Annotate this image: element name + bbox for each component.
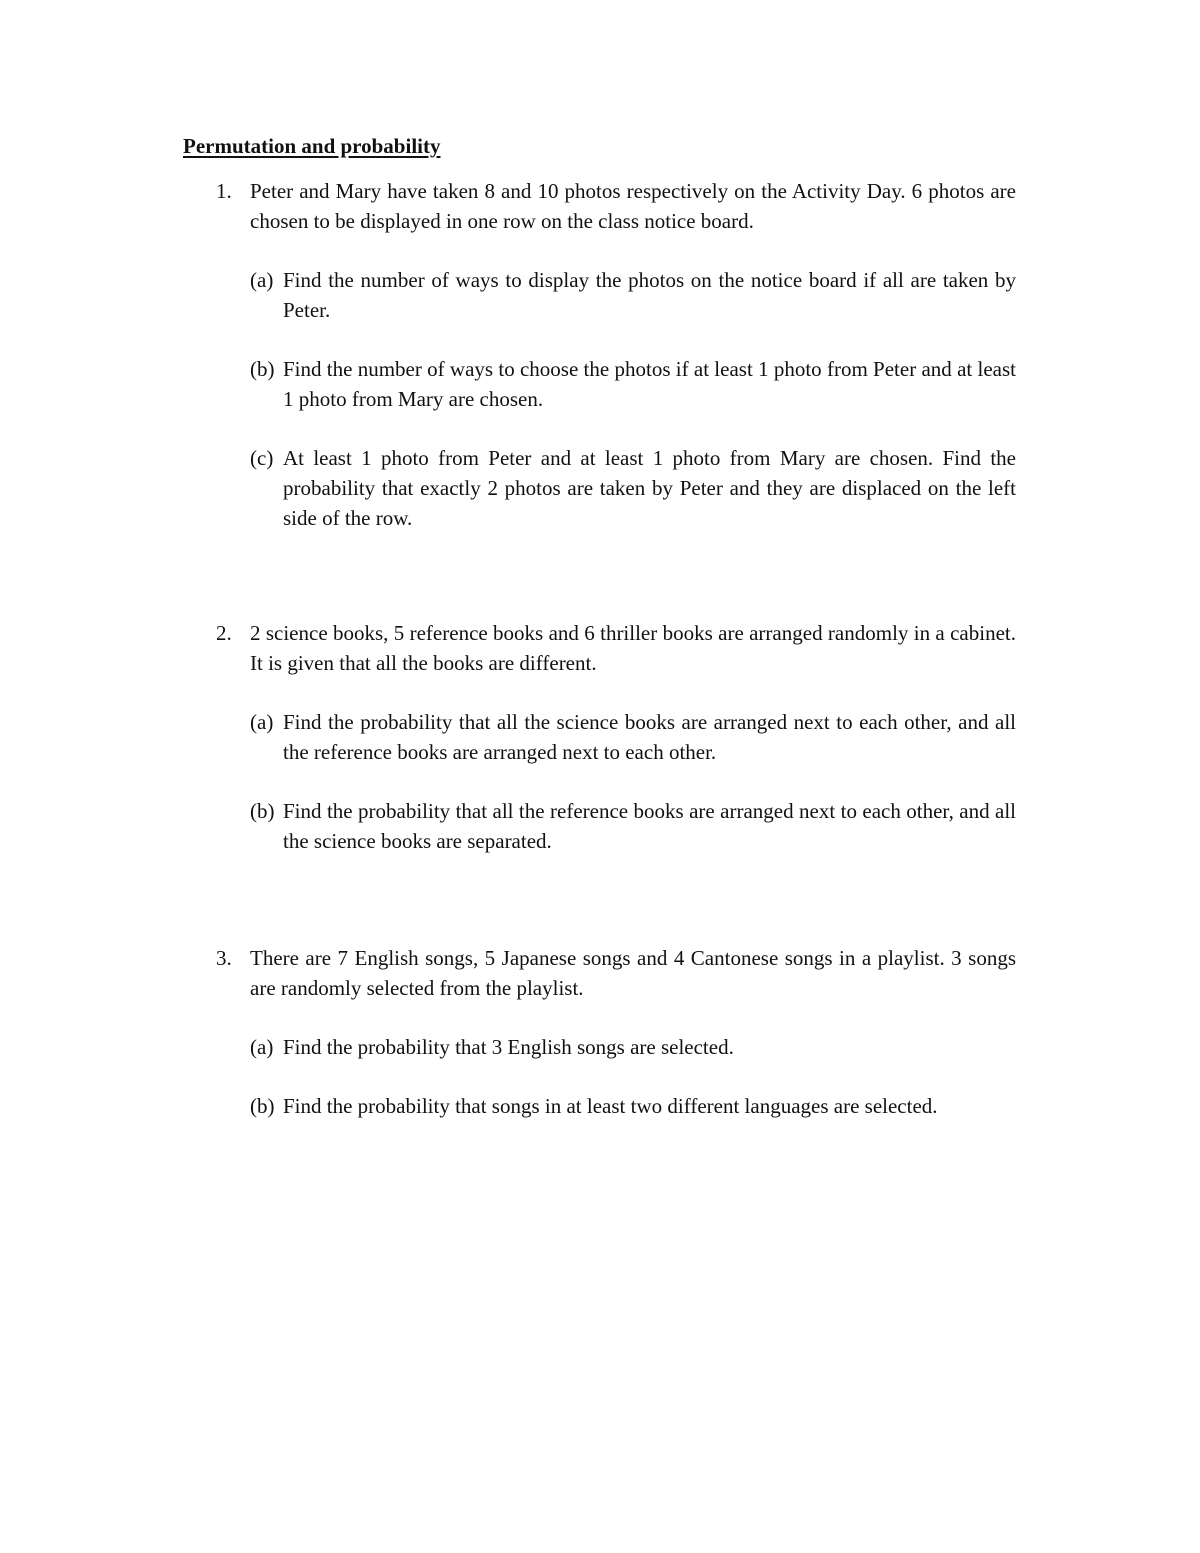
part-text: Find the number of ways to choose the photos if at least 1 photo from Peter and at least 1 photo from Mary are chosen. xyxy=(283,357,1016,411)
question-1-part-a xyxy=(250,265,1016,325)
question-number: 2. xyxy=(216,621,232,645)
part-label: (b) xyxy=(250,799,275,823)
question-3-part-a xyxy=(250,1032,1016,1062)
question-1-part-c xyxy=(250,443,1016,533)
part-text: At least 1 photo from Peter and at least 1 photo from Mary are chosen. Find the probability that exactly 2 photos are taken by Peter and they are displaced on the left side of the row. xyxy=(283,446,1016,530)
question-text: There are 7 English songs, 5 Japanese songs and 4 Cantonese songs in a playlist. 3 songs are randomly selected from the playlist. xyxy=(250,946,1016,1000)
part-text: Find the probability that all the reference books are arranged next to each other, and all the science books are separated. xyxy=(283,799,1016,853)
part-text: Find the probability that songs in at least two different languages are selected. xyxy=(283,1094,938,1118)
part-text: Find the number of ways to display the photos on the notice board if all are taken by Peter. xyxy=(283,268,1016,322)
question-number: 3. xyxy=(216,946,232,970)
question-1-part-b xyxy=(250,354,1016,414)
part-text: Find the probability that 3 English songs are selected. xyxy=(283,1035,734,1059)
question-text: Peter and Mary have taken 8 and 10 photos respectively on the Activity Day. 6 photos are chosen to be displayed in one row on the class notice board. xyxy=(250,179,1016,233)
part-text: Find the probability that all the science books are arranged next to each other, and all the reference books are arranged next to each other. xyxy=(283,710,1016,764)
part-label: (a) xyxy=(250,1035,274,1059)
question-2-part-b xyxy=(250,796,1016,856)
part-label: (a) xyxy=(250,268,274,292)
part-label: (b) xyxy=(250,357,275,381)
question-3 xyxy=(216,943,1016,1121)
part-label: (b) xyxy=(250,1094,275,1118)
question-3-part-b xyxy=(250,1091,1016,1121)
question-2-part-a xyxy=(250,707,1016,767)
part-label: (c) xyxy=(250,446,274,470)
page-title: Permutation and probability xyxy=(183,134,441,158)
question-2 xyxy=(216,618,1016,856)
part-label: (a) xyxy=(250,710,274,734)
question-text: 2 science books, 5 reference books and 6 thriller books are arranged randomly in a cabinet. It is given that all the books are different. xyxy=(250,621,1016,675)
question-1 xyxy=(216,176,1016,533)
question-number: 1. xyxy=(216,179,232,203)
